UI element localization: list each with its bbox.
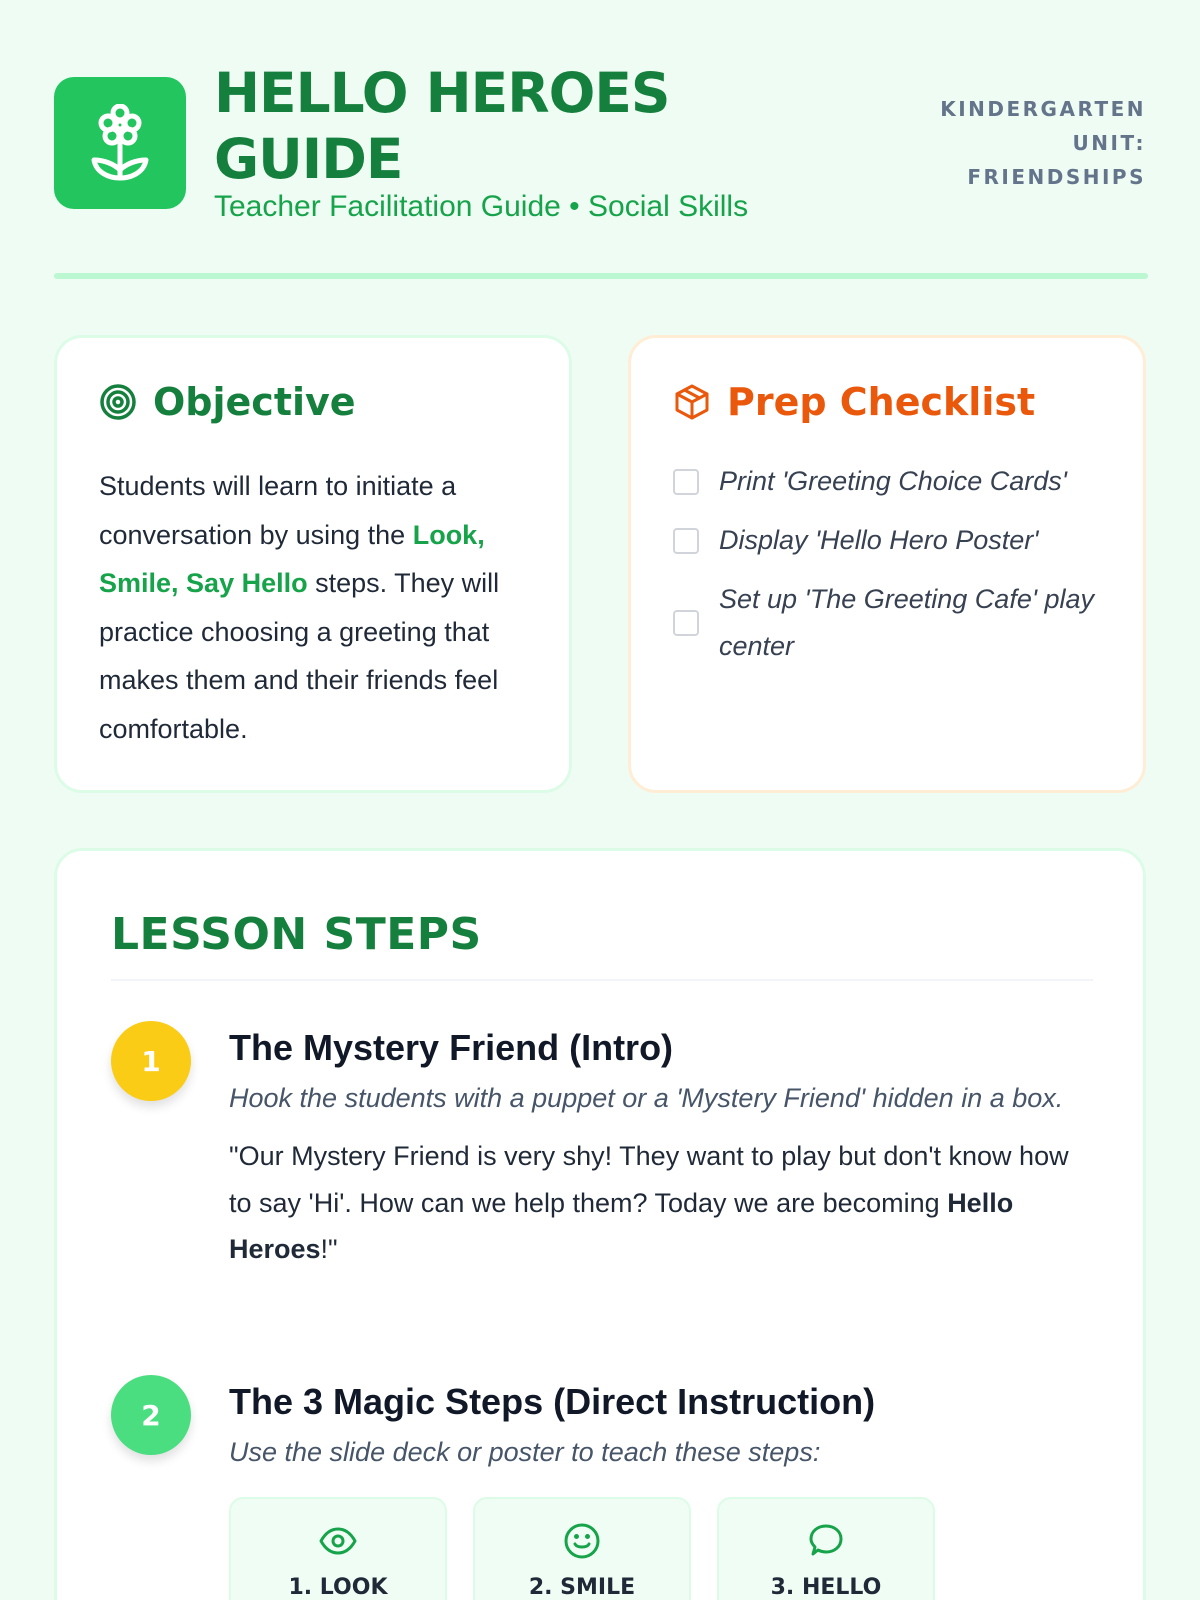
prep-checklist <box>673 458 1113 682</box>
magic-step-card <box>717 1497 935 1600</box>
checklist-item[interactable] <box>673 517 1113 564</box>
checkbox[interactable] <box>673 528 699 554</box>
page-subtitle: Teacher Facilitation Guide • Social Skills <box>214 190 749 223</box>
prep-checklist-card <box>628 335 1146 793</box>
page-header <box>54 60 1146 240</box>
objective-highlight: Look, Smile, Say Hello <box>99 519 485 598</box>
unit-line: UNIT: <box>1072 131 1146 155</box>
lesson-steps-divider <box>111 979 1093 981</box>
lesson-steps-card <box>54 848 1146 1600</box>
magic-step-card <box>229 1497 447 1600</box>
objective-text-part: Students will learn to initiate a conversation by using the <box>99 471 457 550</box>
step-description: Hook the students with a puppet or a 'Mystery Friend' hidden in a box. <box>229 1083 1064 1113</box>
step-title: The Mystery Friend (Intro) <box>229 1027 674 1068</box>
prep-header <box>673 380 1035 424</box>
target-icon <box>99 382 139 422</box>
quote-text: "Our Mystery Friend is very shy! They want to play but don't know how to say 'Hi'. How can we help them? Today we are becoming <box>229 1141 1069 1218</box>
page-title: HELLO HEROES GUIDE <box>214 61 670 191</box>
box-icon <box>673 382 713 422</box>
unit-line: KINDERGARTEN <box>940 97 1146 121</box>
magic-step-label: 1. LOOK <box>288 1575 388 1600</box>
eye-icon <box>318 1521 358 1561</box>
magic-steps-row <box>229 1497 1079 1600</box>
logo <box>54 77 186 209</box>
objective-card <box>54 335 572 793</box>
step-body <box>229 1021 1079 1273</box>
checklist-item-label: Set up 'The Greeting Cafe' play center <box>719 584 1095 661</box>
objective-heading: Objective <box>153 380 356 424</box>
speech-bubble-icon <box>806 1521 846 1561</box>
header-divider <box>54 273 1148 279</box>
checkbox[interactable] <box>673 469 699 495</box>
magic-step-card <box>473 1497 691 1600</box>
step-body <box>229 1375 1079 1600</box>
step-number-badge: 1 <box>111 1021 191 1101</box>
checkbox[interactable] <box>673 610 699 636</box>
checklist-item[interactable] <box>673 458 1113 505</box>
checklist-item-label: Display 'Hello Hero Poster' <box>719 525 1039 555</box>
quote-bold: Hello Heroes <box>229 1187 1014 1264</box>
checklist-item-label: Print 'Greeting Choice Cards' <box>719 466 1067 496</box>
unit-line: FRIENDSHIPS <box>967 165 1146 189</box>
prep-heading: Prep Checklist <box>727 380 1036 424</box>
objective-text-part: steps. They will practice choosing a greeting that makes them and their friends feel comfortable. <box>99 568 500 744</box>
objective-text <box>99 462 539 753</box>
step-number-badge: 2 <box>111 1375 191 1455</box>
smile-icon <box>562 1521 602 1561</box>
step-title: The 3 Magic Steps (Direct Instruction) <box>229 1381 876 1422</box>
checklist-item[interactable] <box>673 576 1113 670</box>
lesson-steps-title: LESSON STEPS <box>111 909 482 960</box>
step-description: Use the slide deck or poster to teach these steps: <box>229 1437 821 1467</box>
flower-icon <box>88 104 152 182</box>
objective-header <box>99 380 356 424</box>
unit-label <box>906 92 1146 194</box>
magic-step-label: 2. SMILE <box>528 1575 636 1600</box>
quote-text: !" <box>320 1234 338 1264</box>
step-script-quote <box>229 1133 1079 1273</box>
magic-step-label: 3. HELLO <box>770 1575 882 1600</box>
